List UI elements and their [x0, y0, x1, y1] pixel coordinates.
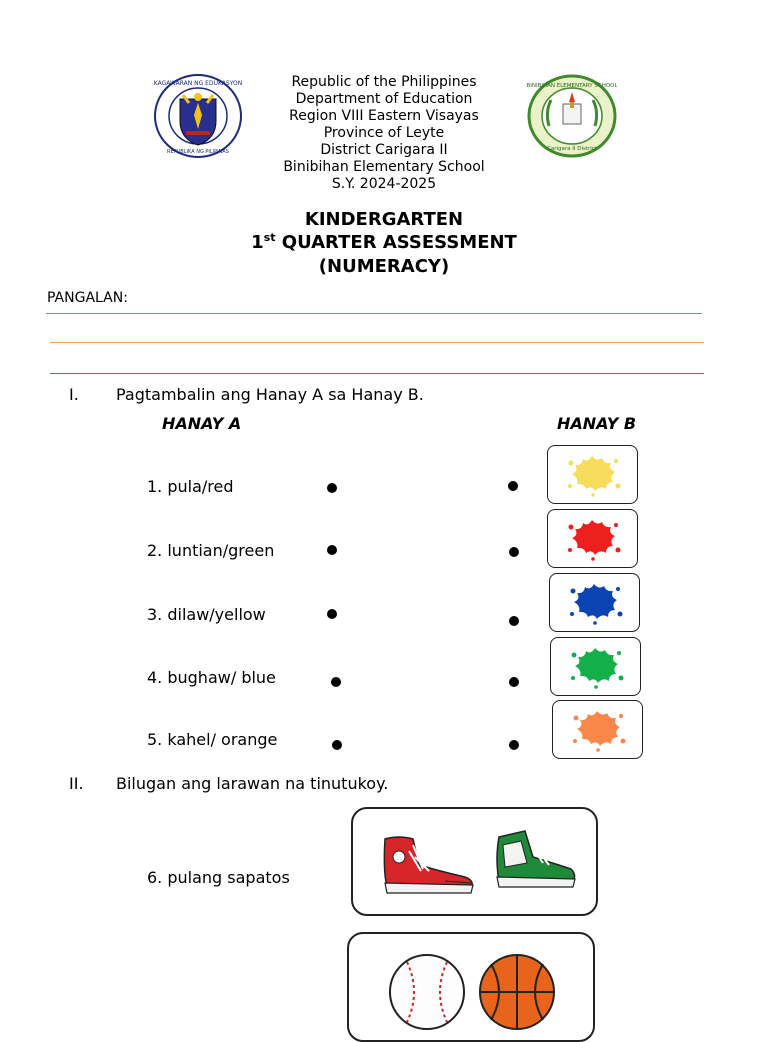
letterhead-line: Republic of the Philippines	[291, 74, 477, 90]
deped-seal-bottom-text: REPUBLIKA NG PILIPINAS	[167, 149, 229, 155]
ball-picture-box	[347, 932, 595, 1042]
match-dot-b-5[interactable]	[509, 740, 519, 750]
red-sneaker-icon[interactable]	[379, 831, 479, 897]
match-dot-b-3[interactable]	[509, 616, 519, 626]
match-item-2: 2. luntian/green	[147, 541, 275, 560]
column-b-heading: HANAY B	[557, 414, 637, 433]
paint-splat-blue-icon	[550, 574, 638, 630]
divider-green	[50, 373, 704, 374]
match-item-3: 3. dilaw/yellow	[147, 605, 266, 624]
deped-seal	[153, 73, 243, 159]
splat-box-blue[interactable]	[549, 573, 640, 632]
title-subject: (NUMERACY)	[318, 256, 450, 277]
title-quarter-suffix: st	[263, 231, 276, 244]
letterhead-line: District Carigara II	[320, 142, 448, 158]
school-seal-bottom-text: Carigara II District	[547, 146, 597, 152]
match-item-4: 4. bughaw/ blue	[147, 668, 276, 687]
match-item-1: 1. pula/red	[147, 477, 234, 496]
match-item-5: 5. kahel/ orange	[147, 730, 278, 749]
shoe-picture-box	[351, 807, 598, 916]
school-seal-top-text: BINIBIHAN ELEMENTARY SCHOOL	[527, 83, 617, 89]
title-quarter-number: 1	[251, 232, 264, 253]
deped-seal-top-text: KAGAWARAN NG EDUKASYON	[153, 80, 243, 87]
match-dot-a-1[interactable]	[327, 483, 337, 493]
title-grade: KINDERGARTEN	[304, 209, 464, 230]
letterhead-line: Province of Leyte	[323, 125, 445, 141]
section2-instruction: Bilugan ang larawan na tinutukoy.	[116, 774, 389, 793]
section1-number: I.	[69, 385, 79, 404]
match-dot-b-2[interactable]	[509, 547, 519, 557]
item6-label: 6. pulang sapatos	[147, 868, 290, 887]
match-dot-b-1[interactable]	[508, 481, 518, 491]
paint-splat-red-icon	[548, 510, 636, 566]
title-assessment-text: QUARTER ASSESSMENT	[275, 232, 517, 253]
section2-number: II.	[69, 774, 84, 793]
match-dot-a-4[interactable]	[331, 677, 341, 687]
splat-box-red[interactable]	[547, 509, 638, 568]
match-dot-a-5[interactable]	[332, 740, 342, 750]
name-line[interactable]	[46, 313, 702, 314]
basketball-icon[interactable]	[477, 952, 557, 1032]
splat-box-green[interactable]	[550, 637, 641, 696]
green-sneaker-icon[interactable]	[491, 827, 579, 893]
paint-splat-yellow-icon	[548, 446, 636, 502]
match-dot-a-2[interactable]	[327, 545, 337, 555]
name-label: PANGALAN:	[47, 290, 128, 306]
letterhead	[258, 74, 510, 193]
splat-box-yellow[interactable]	[547, 445, 638, 504]
letterhead-line: S.Y. 2024-2025	[331, 176, 437, 192]
letterhead-line: Department of Education	[295, 91, 473, 107]
letterhead-line: Region VIII Eastern Visayas	[289, 108, 479, 124]
paint-splat-green-icon	[551, 638, 639, 694]
paint-splat-orange-icon	[553, 701, 641, 757]
title-assessment	[180, 231, 588, 254]
divider-orange	[50, 342, 704, 343]
match-dot-a-3[interactable]	[327, 609, 337, 619]
column-a-heading: HANAY A	[162, 414, 242, 433]
splat-box-orange[interactable]	[552, 700, 643, 759]
match-dot-b-4[interactable]	[509, 677, 519, 687]
baseball-icon[interactable]	[387, 952, 467, 1032]
section1-instruction: Pagtambalin ang Hanay A sa Hanay B.	[116, 385, 424, 404]
letterhead-line: Binibihan Elementary School	[283, 159, 485, 175]
school-seal	[527, 74, 617, 158]
